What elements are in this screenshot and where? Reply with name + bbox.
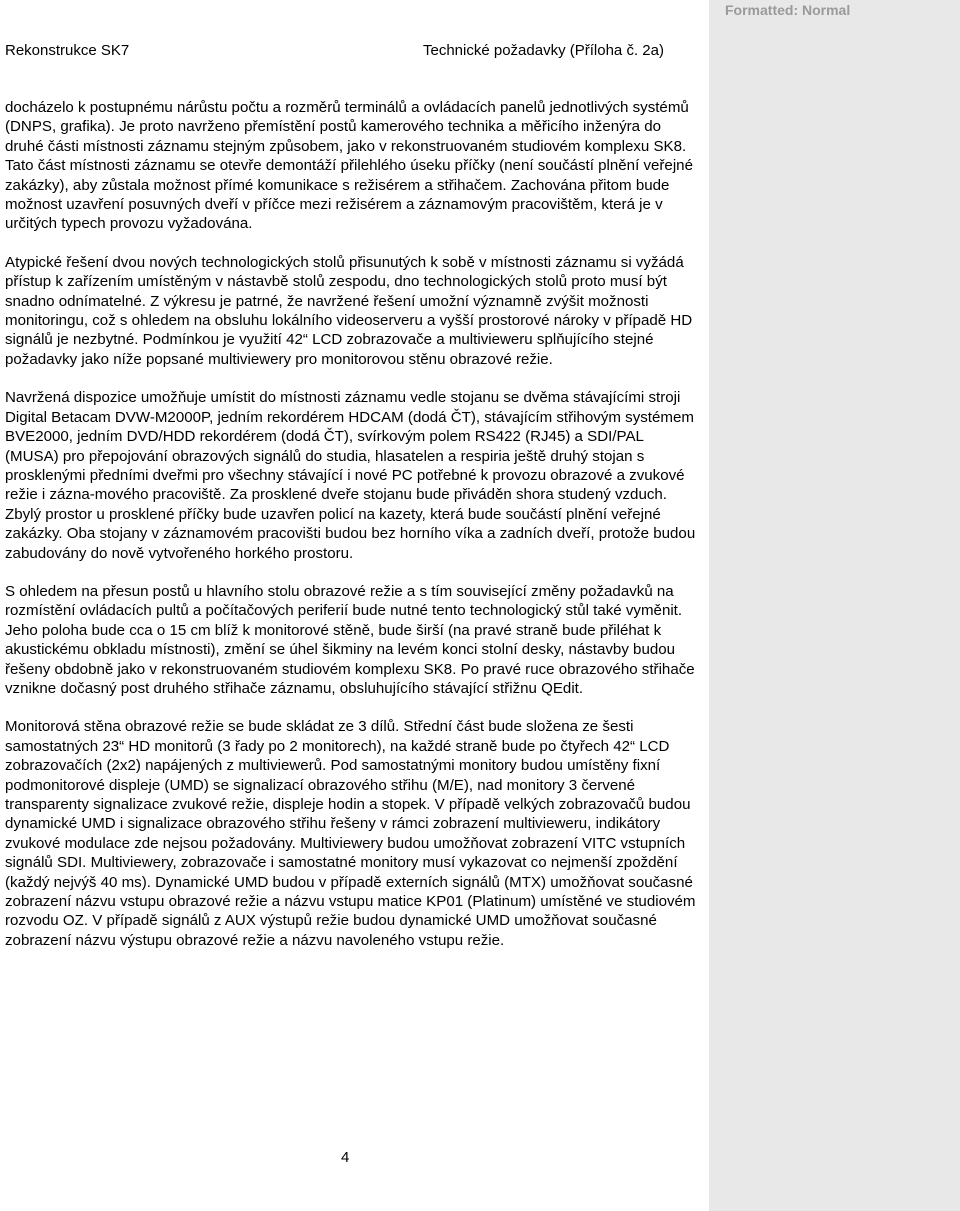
- page-number: 4: [341, 1149, 350, 1166]
- sidebar-format-label: Formatted: Normal: [725, 2, 851, 18]
- paragraph: Monitorová stěna obrazové režie se bude skládat ze 3 dílů. Střední část bude složena ze šesti samostatných 23“ HD monitorů (3 řady po 2 monitorech), na každé straně bude po čtyřech 42“ LCD zobrazovačích (2x2) napájených z multiviewerů. Pod samostatnými monitory budou umístěny fixní podmonitorové displeje (UMD) se signalizací obrazového střihu (M/E), nad monitory 3 červené transparenty signalizace zvukové režie, displeje hodin a stopek. V případě velkých zobrazovačů budou dynamické UMD i signalizace obrazového střihu řešeny v rámci zobrazení multivieweru, indikátory zvukové modulace zde nejsou požadovány. Multiviewery budou umožňovat zobrazení VITC vstupních signálů SDI. Multiviewery, zobrazovače i samostatné monitory musí vykazovat co nejmenší zpoždění (každý nejvýš 40 ms). Dynamické UMD budou v případě externích signálů (MTX) umožňovat současné zobrazení názvu vstupu obrazové režie a názvu vstupu matice KP01 (Platinum) umístěné ve studiovém rozvodu OZ. V případě signálů z AUX výstupů režie budou dynamické UMD umožňovat současné zobrazení názvu výstupu obrazové režie a názvu navoleného vstupu režie.: [5, 718, 696, 949]
- document-body: [5, 98, 700, 969]
- paragraph: Atypické řešení dvou nových technologických stolů přisunutých k sobě v místnosti záznamu si vyžádá přístup k zařízením umístěným v nástavbě stolů zespodu, dno technologických stolů proto musí být snadno odnímatelné. Z výkresu je patrné, že navržené řešení umožní významně zvýšit možnosti monitoringu, což s ohledem na obsluhu lokálního videoserveru a vyšší prostorové nároky v případě HD signálů je nezbytné. Podmínkou je využití 42“ LCD zobrazovače a multivieweru splňujícího stejné požadavky jako níže popsané multiviewery pro monitorovou stěnu obrazové režie.: [5, 253, 693, 368]
- paragraph: Navržená dispozice umožňuje umístit do místnosti záznamu vedle stojanu se dvěma stávajícími stroji Digital Betacam DVW-M2000P, jedním rekordérem HDCAM (dodá ČT), stávajícím střihovým systémem BVE2000, jedním DVD/HDD rekordérem (dodá ČT), svírkovým polem RS422 (RJ45) a SDI/PAL (MUSA) pro přepojování obrazových signálů do studia, hlasatelen a respiria ještě druhý stojan s prosklenými předními dveřmi pro všechny stávající i nové PC potřebné k provozu obrazové a zvukové režie i zázna-mového pracoviště. Za prosklené dveře stojanu bude přiváděn shora studený vzduch. Zbylý prostor u prosklené příčky bude uzavřen policí na kazety, která bude součástí plnění veřejné zakázky. Oba stojany v záznamovém pracovišti budou bez horního víka a zadních dveří, protože budou zabudovány do nově vytvořeného horkého prostoru.: [5, 389, 696, 562]
- paragraph: S ohledem na přesun postů u hlavního stolu obrazové režie a s tím související změny požadavků na rozmístění ovládacích pultů a počítačových periferií bude nutné tento technologický stůl také vyměnit. Jeho poloha bude cca o 15 cm blíž k monitorové stěně, bude širší (na pravé straně bude přiléhat k akustickému obkladu místnosti), změní se úhel šikminy na levém konci stolní desky, nástavby budou řešeny obdobně jako v rekonstruovaném studiovém komplexu SK8. Po pravé ruce obrazového střihače vznikne dočasný post druhého střihače záznamu, obsluhujícího stávající střižnu QEdit.: [5, 582, 695, 697]
- comment-sidebar: [709, 0, 960, 1211]
- header-project-title: Rekonstrukce SK7: [5, 42, 130, 59]
- header-document-title: Technické požadavky (Příloha č. 2a): [423, 42, 664, 59]
- paragraph: docházelo k postupnému nárůstu počtu a rozměrů terminálů a ovládacích panelů jednotlivých systémů (DNPS, grafika). Je proto navrženo přemístění postů kamerového technika a měřicího inženýra do druhé části místnosti záznamu stejným způsobem, jako v rekonstruovaném studiovém komplexu SK8. Tato část místnosti záznamu se otevře demontáží přilehlého úseku příčky (není součástí plnění veřejné zakázky), aby zůstala možnost přímé komunikace s režisérem a střihačem. Zachována přitom bude možnost uzavření posuvných dveří v příčce mezi režisérem a záznamovým pracovištěm, která je v určitých typech provozu vyžadována.: [5, 99, 693, 233]
